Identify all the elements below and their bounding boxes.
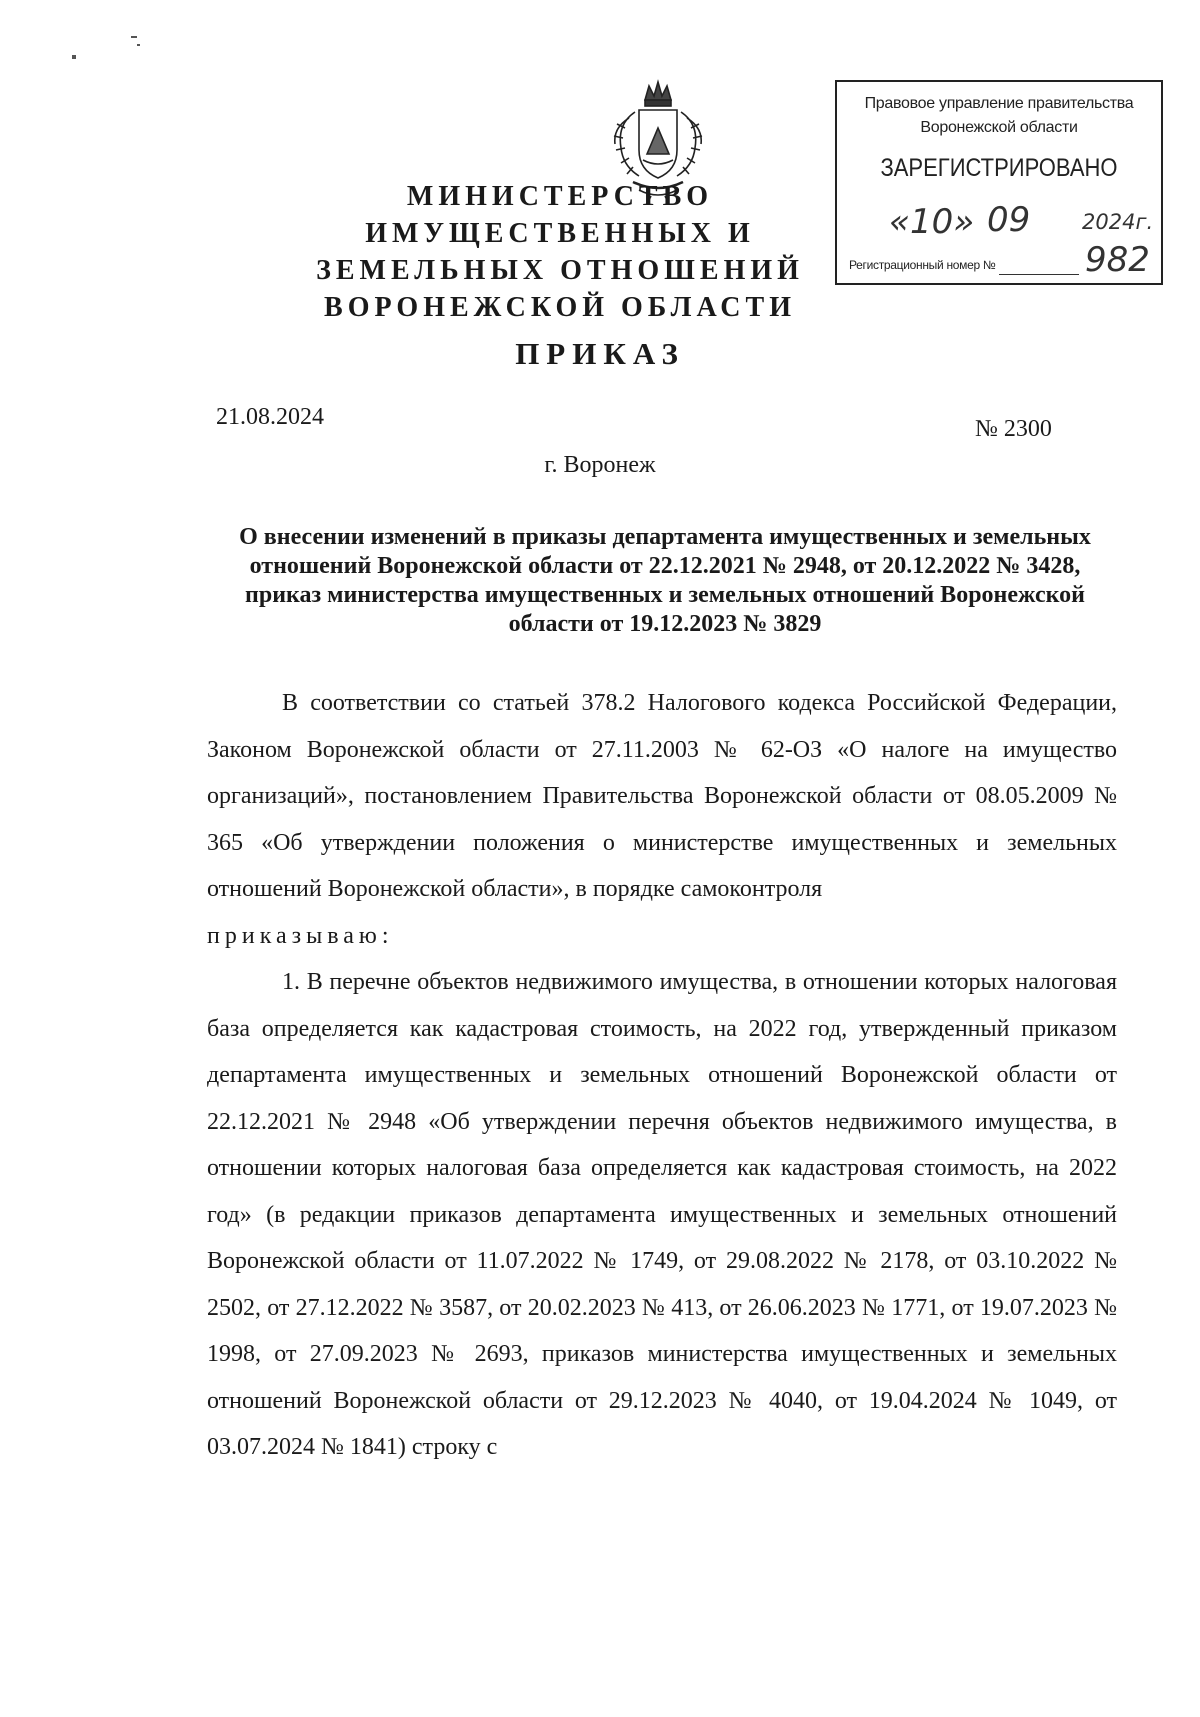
stamp-reg-number: 982 — [1085, 240, 1150, 280]
document-type: ПРИКАЗ — [515, 336, 685, 371]
stamp-year: 2024г. — [1082, 210, 1154, 234]
registration-stamp — [835, 80, 1163, 285]
stamp-month: 09 — [987, 200, 1031, 240]
ministry-line-2: ИМУЩЕСТВЕННЫХ И ЗЕМЕЛЬНЫХ ОТНОШЕНИЙ — [316, 218, 804, 286]
stamp-day: «10» — [889, 202, 975, 242]
order-word: приказываю: — [207, 922, 394, 949]
order-subject: О внесении изменений в приказы департамента имущественных и земельных отношений Воронежской области от 22.12.2021 № 2948, от 20.12.2022 № 3428, приказ министерства имущественных и земельных отношений Воронежской области от 19.12.2023 № 3829 — [239, 524, 1091, 637]
item-1-paragraph: 1. В перечне объектов недвижимого имущества, в отношении которых налоговая база определяется как кадастровая стоимость, на 2022 год, утвержденный приказом департамента имущественных и земельных отношений Воронежской области от 22.12.2021 № 2948 «Об утверждении перечня объектов недвижимого имущества, в отношении которых налоговая база определяется как кадастровая стоимость, на 2022 год» (в редакции приказов департамента имущественных и земельных отношений Воронежской области от 11.07.2022 № 1749, от 29.08.2022 № 2178, от 03.10.2022 № 2502, от 27.12.2022 № 3587, от 20.02.2023 № 413, от 26.06.2023 № 1771, от 19.07.2023 № 1998, от 27.09.2023 № 2693, приказов министерства имущественных и земельных отношений Воронежской области от 29.12.2023 № 4040, от 19.04.2024 № 1049, от 03.07.2024 № 1841) строку с — [207, 969, 1117, 1460]
stamp-org-line2: Воронежской области — [920, 119, 1078, 136]
scan-speck — [131, 36, 137, 38]
ministry-header — [250, 178, 870, 326]
stamp-reg-label: Регистрационный номер № — [849, 258, 996, 272]
stamp-organization — [837, 92, 1161, 140]
stamp-org-line1: Правовое управление правительства — [864, 95, 1134, 112]
scan-speck — [137, 44, 140, 46]
order-date: 21.08.2024 — [216, 404, 324, 430]
order-city: г. Воронеж — [544, 452, 656, 478]
order-number: № 2300 — [975, 416, 1052, 442]
ministry-line-1: МИНИСТЕРСТВО — [406, 181, 714, 212]
stamp-reg-underline — [999, 274, 1079, 275]
order-body — [207, 680, 1117, 1471]
preamble-paragraph: В соответствии со статьей 378.2 Налогового кодекса Российской Федерации, Законом Воронежской области от 27.11.2003 № 62-ОЗ «О налоге на имущество организаций», постановлением Правительства Воронежской области от 08.05.2009 № 365 «Об утверждении положения о министерстве имущественных и земельных отношений Воронежской области», в порядке самоконтроля — [207, 690, 1117, 902]
stamp-status: ЗАРЕГИСТРИРОВАНО — [880, 154, 1118, 182]
scan-speck — [72, 55, 76, 59]
ministry-line-3: ВОРОНЕЖСКОЙ ОБЛАСТИ — [324, 292, 796, 323]
